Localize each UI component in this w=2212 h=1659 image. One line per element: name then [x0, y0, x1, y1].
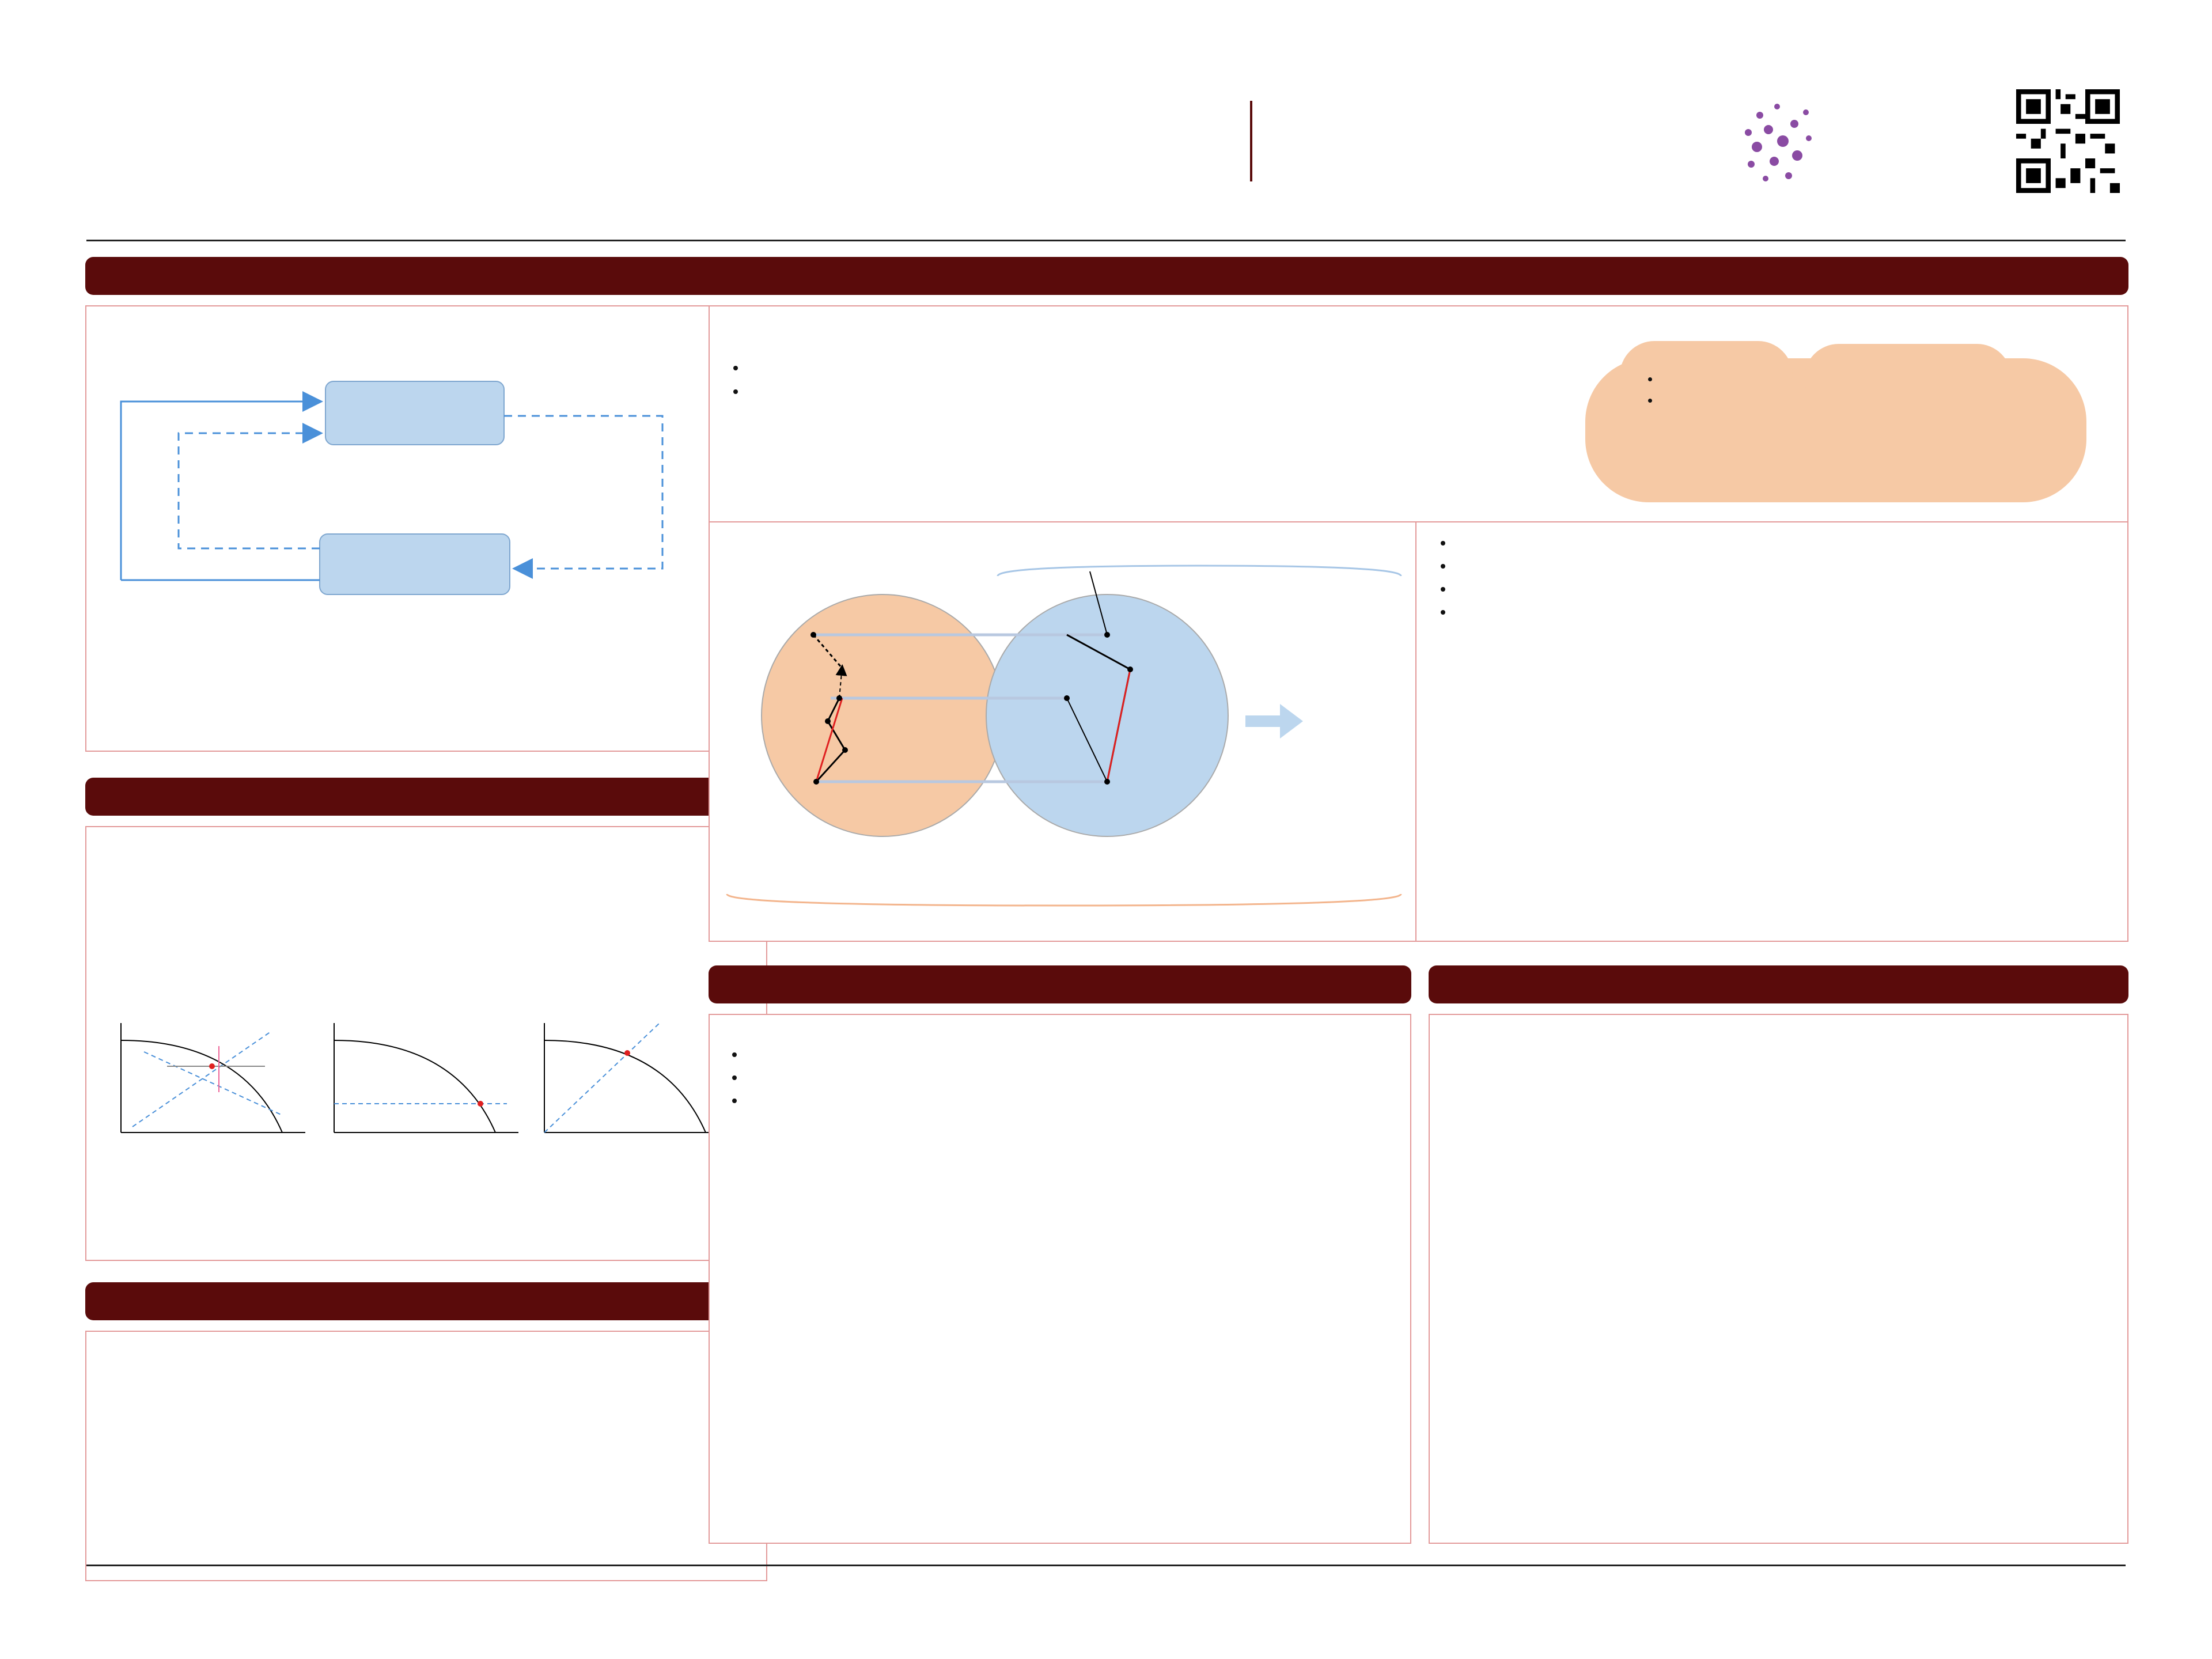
method-header [709, 257, 2128, 295]
method-divider-h [710, 521, 2127, 522]
state-arrow [121, 402, 320, 580]
theory-bullet-2 [745, 1067, 1397, 1088]
method-divider-v [1415, 522, 1416, 942]
method-box [709, 305, 2128, 942]
theory-text [726, 1027, 1397, 1113]
intuition-bullets [726, 357, 1607, 402]
model-header [85, 257, 767, 295]
logo-divider [1250, 101, 1252, 181]
cloud-bullet-2 [1660, 391, 2046, 410]
criteria-plots [98, 1017, 755, 1156]
footer-rule [86, 1565, 2126, 1566]
motivation-text [111, 1348, 744, 1358]
outer-bullet-1 [1454, 532, 2114, 553]
neurips-logo [1734, 89, 1976, 193]
plot-a [121, 1023, 305, 1132]
empirical-header [1429, 965, 2128, 1003]
outer-loop-text [1434, 532, 2114, 624]
outer-bullet-4 [1454, 601, 2114, 622]
intuition-bullet-1 [747, 357, 1607, 378]
motivation-box [85, 1331, 767, 1581]
motivation-header [85, 1282, 767, 1320]
neurips-flower-icon [1734, 89, 1832, 193]
plot-c [544, 1023, 729, 1132]
policy-space-circle [762, 594, 1003, 836]
insight-cloud-text [1643, 370, 2046, 412]
theory-bullet-1 [745, 1044, 1397, 1065]
theory-header [709, 965, 1411, 1003]
reward-arrow [179, 433, 320, 548]
example-header [85, 778, 767, 816]
example-box [85, 826, 767, 1261]
action-arrow [504, 416, 662, 569]
agent-box [325, 381, 504, 445]
cloud-bullet-1 [1660, 370, 2046, 389]
intuition-block [726, 357, 1607, 414]
value-space-circle [986, 594, 1228, 836]
qr-code[interactable] [2016, 89, 2126, 193]
tamu-logo [1129, 98, 1233, 184]
arnpg-brace [727, 894, 1401, 906]
plot-b [334, 1023, 518, 1132]
theory-bullet-3 [745, 1090, 1397, 1111]
model-box [85, 305, 767, 752]
example-text [104, 834, 755, 840]
outer-bullet-2 [1454, 555, 2114, 576]
charts-bottom-row [1435, 1349, 2124, 1539]
theory-box [709, 1014, 1411, 1544]
criterion-arrow [1245, 704, 1303, 738]
empirical-box [1429, 1014, 2128, 1544]
charts-top-row [1435, 1136, 2124, 1320]
environment-box [320, 534, 510, 594]
intuition-bullet-2 [747, 381, 1607, 402]
outer-bullet-3 [1454, 578, 2114, 599]
arnpg-diagram [710, 525, 1415, 940]
agent-environment-diagram [86, 358, 766, 612]
header-rule [86, 240, 2126, 241]
existing-method-brace [998, 566, 1401, 576]
